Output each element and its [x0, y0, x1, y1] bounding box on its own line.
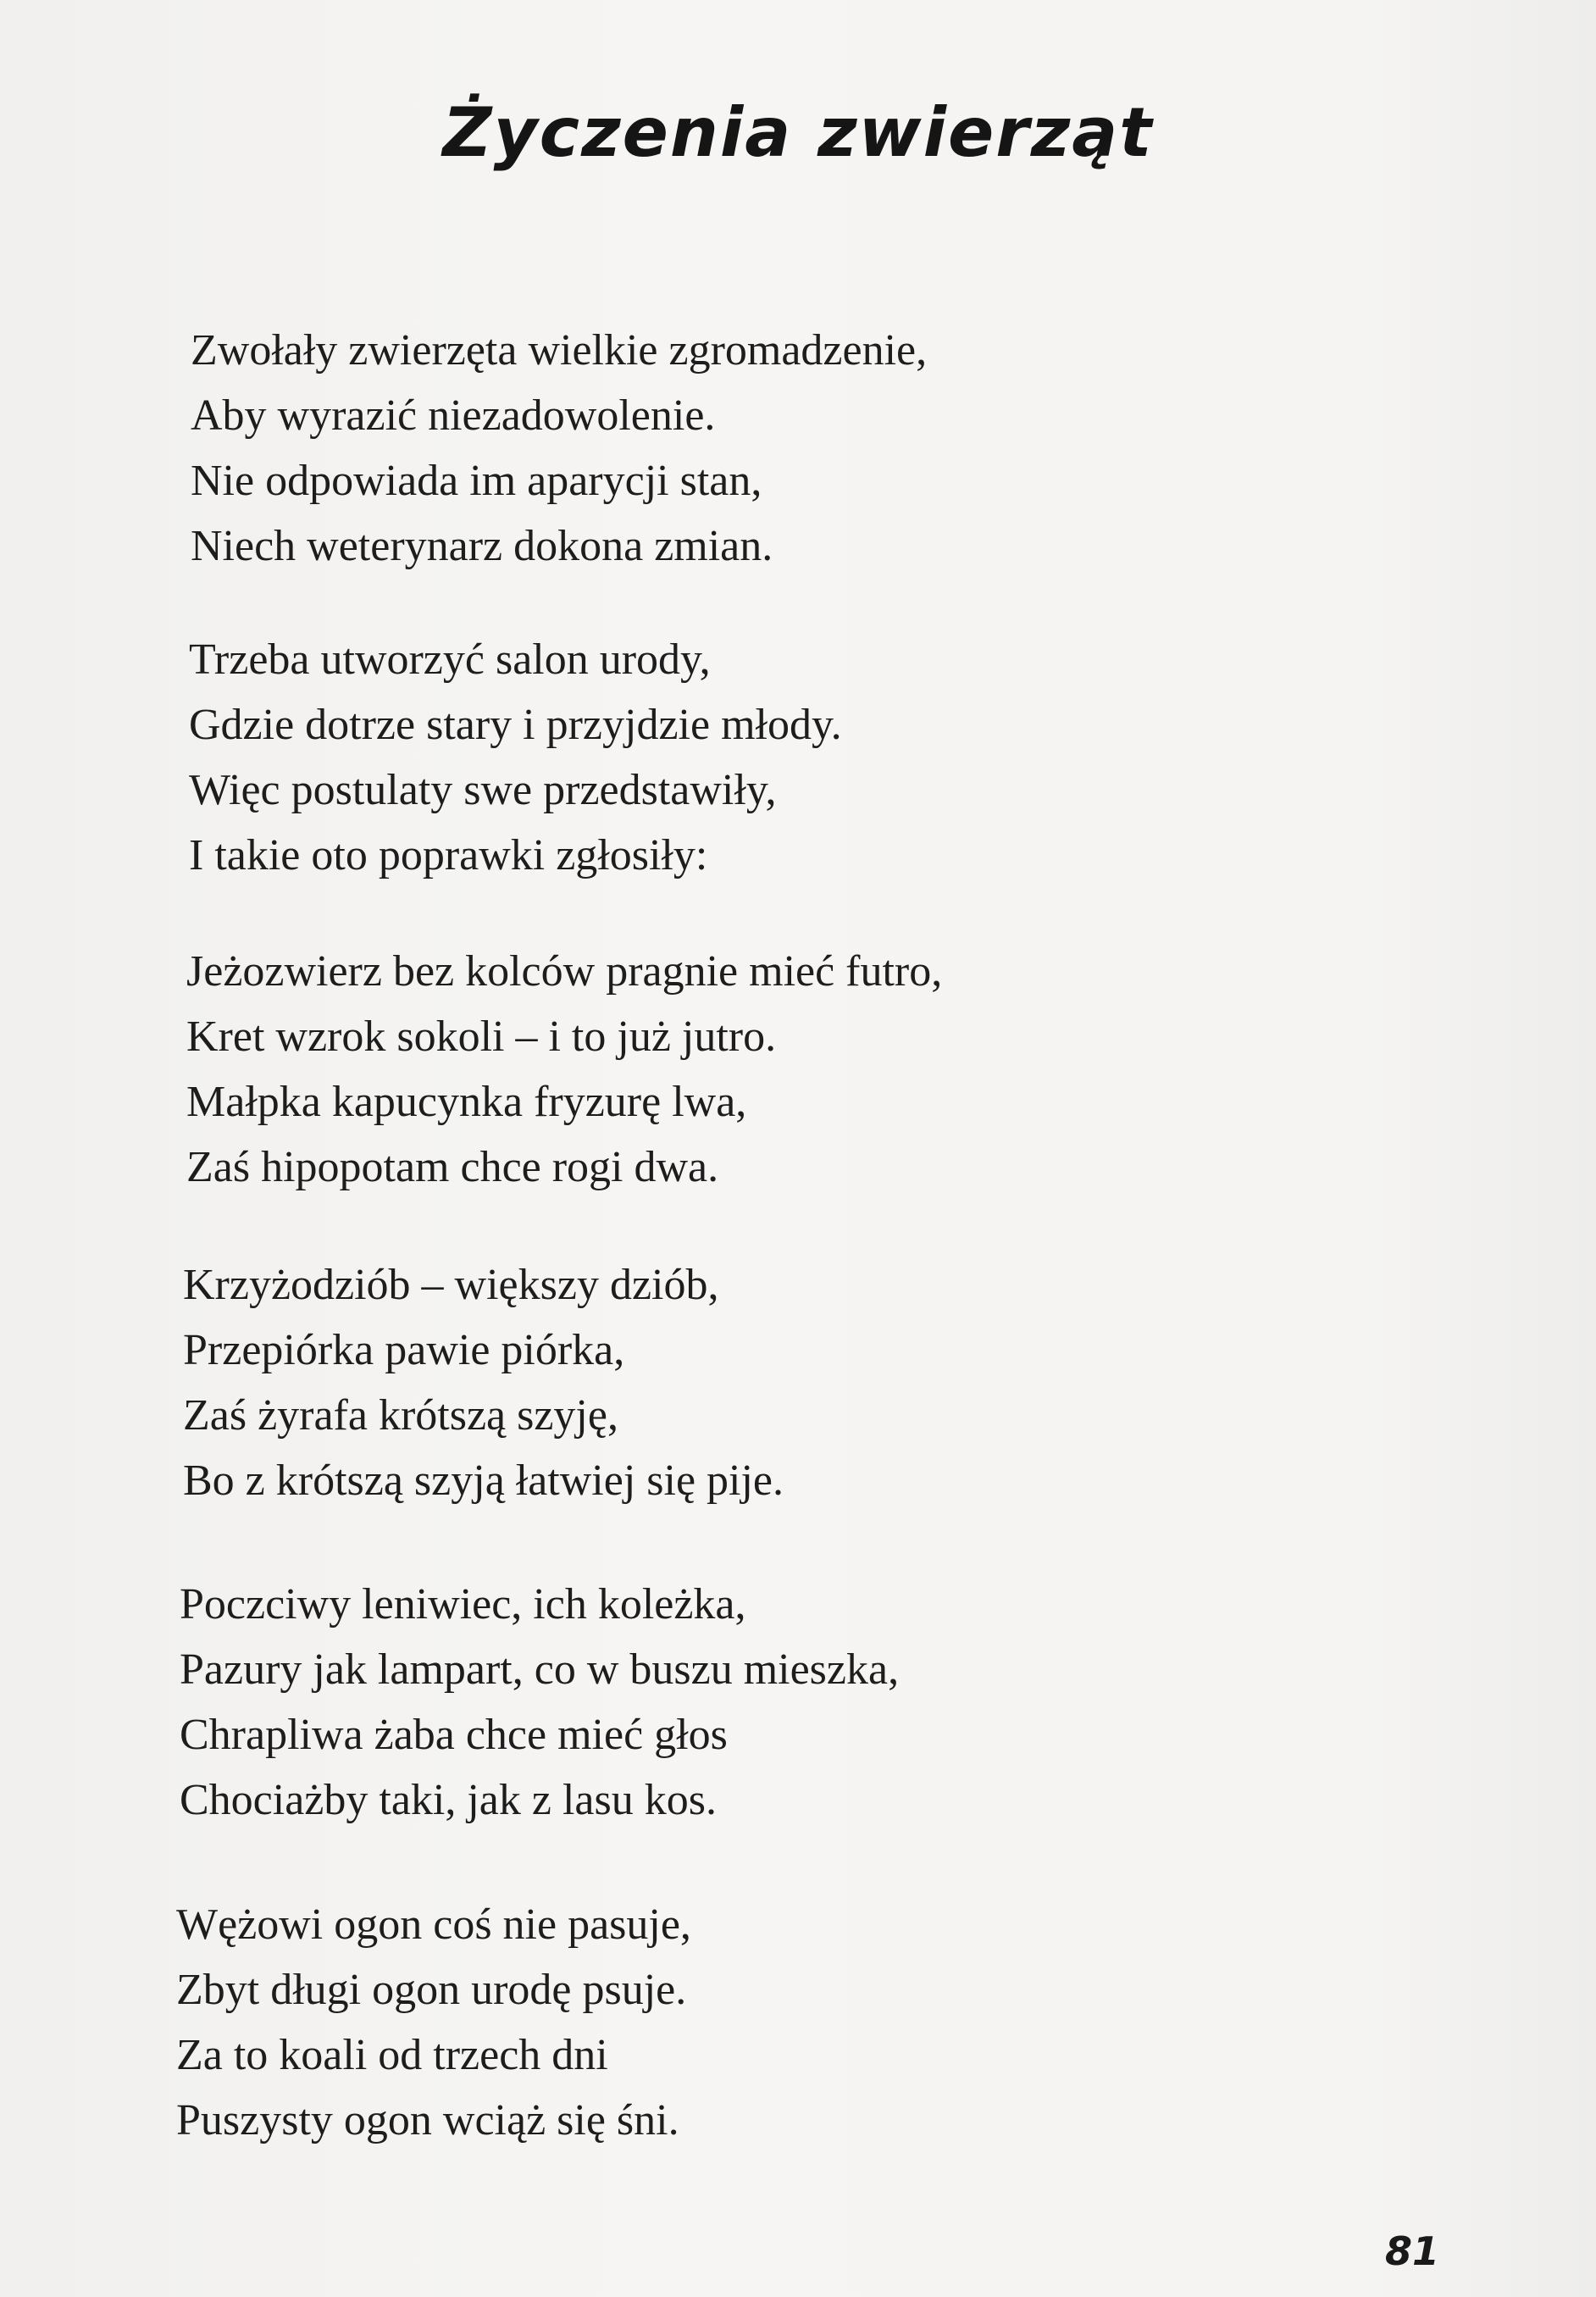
poem-line: Więc postulaty swe przedstawiły, — [189, 766, 777, 814]
poem-line: Poczciwy leniwiec, ich koleżka, — [180, 1580, 746, 1628]
poem-line: Pazury jak lampart, co w buszu mieszka, — [180, 1645, 900, 1694]
poem-line: Za to koali od trzech dni — [176, 2031, 608, 2079]
poem-line: Wężowi ogon coś nie pasuje, — [176, 1900, 691, 1949]
poem-line: Chrapliwa żaba chce mieć głos — [180, 1711, 728, 1759]
poem-title: Życzenia zwierząt — [442, 93, 1154, 172]
poem-line: Bo z krótszą szyją łatwiej się pije. — [183, 1456, 784, 1505]
poem-line: Krzyżodziób – większy dziób, — [183, 1261, 719, 1309]
poem-line: Chociażby taki, jak z lasu kos. — [180, 1776, 717, 1824]
poem-line: I takie oto poprawki zgłosiły: — [189, 831, 708, 879]
poem-line: Gdzie dotrze stary i przyjdzie młody. — [189, 701, 842, 749]
poem-line: Niech weterynarz dokona zmian. — [191, 522, 773, 570]
poem-line: Zaś żyrafa krótszą szyję, — [183, 1391, 618, 1440]
poem-line: Trzeba utworzyć salon urody, — [189, 635, 711, 684]
poem-line: Zaś hipopotam chce rogi dwa. — [186, 1143, 719, 1191]
poem-line: Kret wzrok sokoli – i to już jutro. — [186, 1013, 777, 1061]
poem-line: Puszysty ogon wciąż się śni. — [176, 2096, 679, 2144]
page-number: 81 — [1385, 2228, 1440, 2274]
poem-line: Małpka kapucynka fryzurę lwa, — [186, 1078, 747, 1126]
poem-line: Przepiórka pawie piórka, — [183, 1326, 625, 1374]
poem-line: Zbyt długi ogon urodę psuje. — [176, 1966, 687, 2014]
poem-line: Jeżozwierz bez kolców pragnie mieć futro, — [186, 947, 943, 996]
poem-line: Zwołały zwierzęta wielkie zgromadzenie, — [191, 326, 928, 375]
poem-line: Nie odpowiada im aparycji stan, — [191, 457, 762, 505]
poem-line: Aby wyrazić niezadowolenie. — [191, 391, 716, 440]
